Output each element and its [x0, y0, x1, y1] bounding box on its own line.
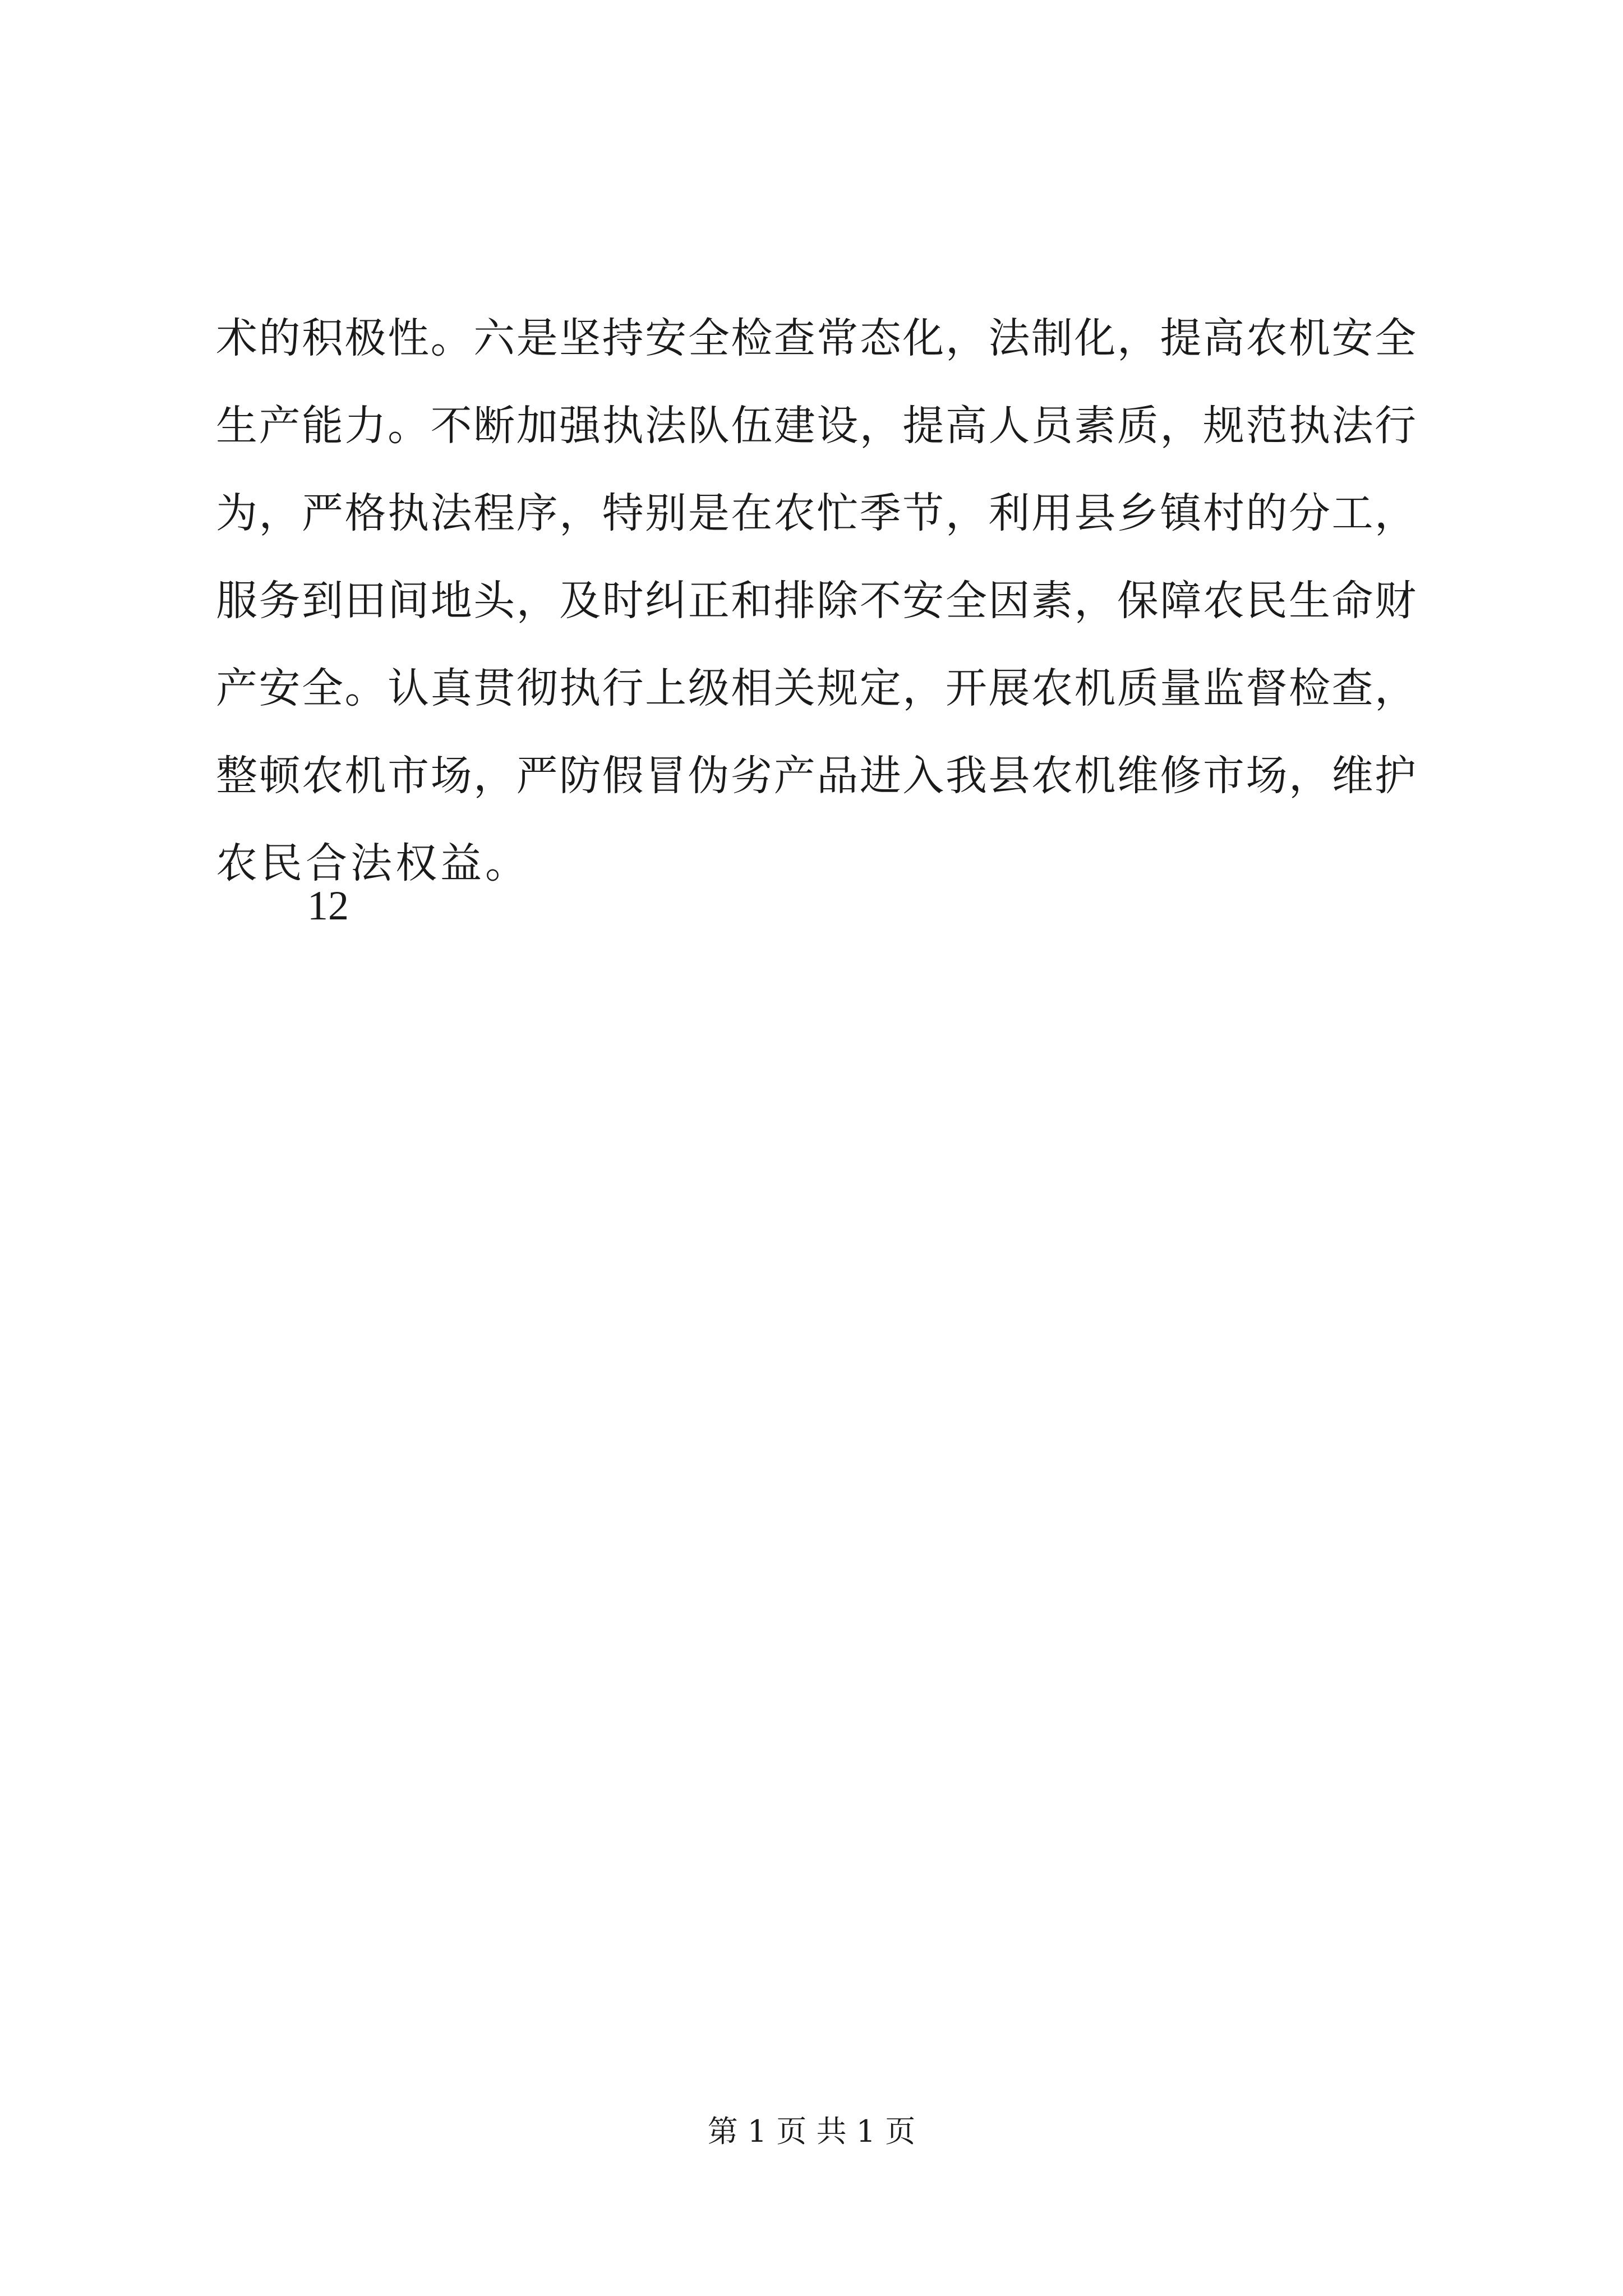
paragraph-line: 术的积极性。六是坚持安全检查常态化，法制化，提高农机安全 [216, 314, 1416, 362]
paragraph-line: 产安全。认真贯彻执行上级相关规定，开展农机质量监督检查， [216, 664, 1416, 712]
page-footer: 第 1 页 共 1 页 [707, 2114, 916, 2149]
paragraph-line: 服务到田间地头，及时纠正和排除不安全因素，保障农民生命财 [216, 577, 1416, 625]
trailing-number: 12 [307, 883, 349, 929]
paragraph-line: 生产能力。不断加强执法队伍建设，提高人员素质，规范执法行 [216, 402, 1416, 450]
paragraph-line: 为，严格执法程序，特别是在农忙季节，利用县乡镇村的分工， [216, 489, 1416, 537]
paragraph-line: 农民合法权益。 [216, 839, 530, 887]
body-paragraph [216, 295, 1416, 907]
paragraph-line: 整顿农机市场，严防假冒伪劣产品进入我县农机维修市场，维护 [216, 752, 1416, 800]
